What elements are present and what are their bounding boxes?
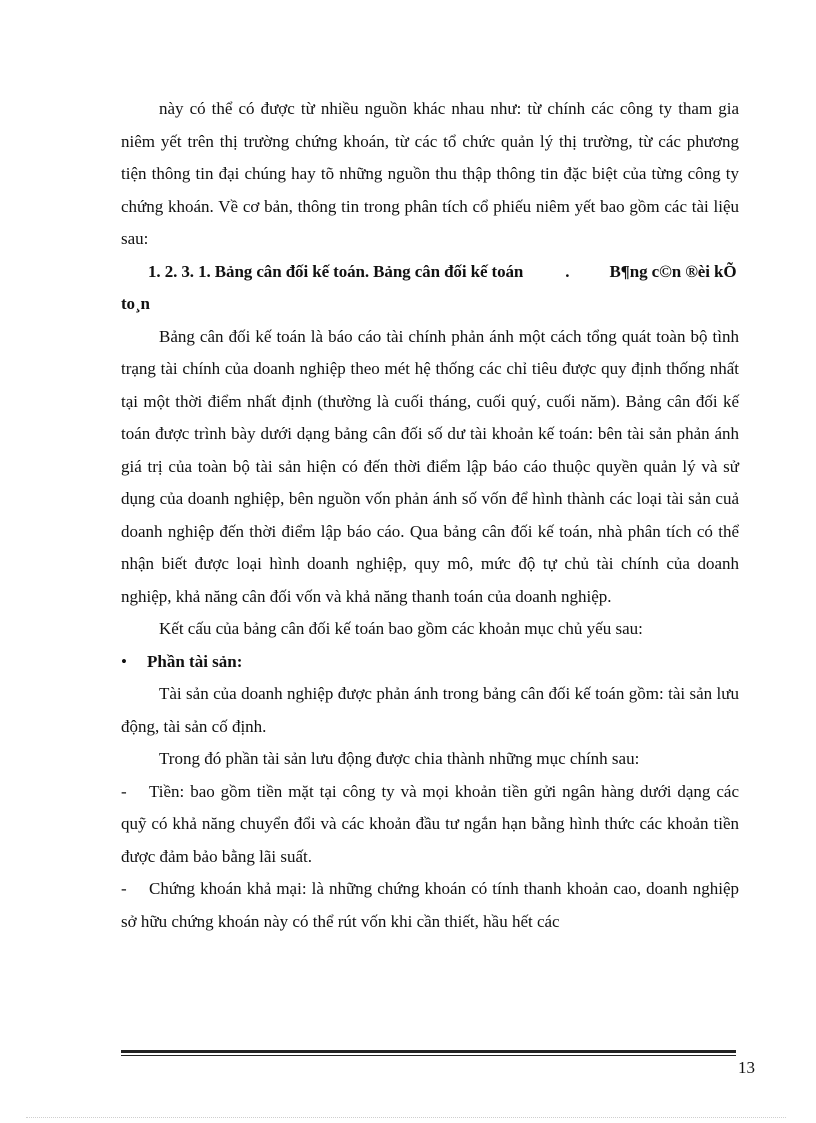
paragraph-current-assets: Trong đó phần tài sản lưu động được chia thành những mục chính sau:	[159, 749, 640, 768]
footer-rule	[121, 1050, 736, 1056]
list-item-cash	[121, 776, 739, 874]
list-item-securities	[121, 873, 739, 938]
bullet-title: Phần tài sản:	[147, 651, 243, 671]
page-number: 13	[738, 1058, 755, 1077]
list-item-securities-text: Chứng khoán khả mại: là những chứng khoán có tính thanh khoản cao, doanh nghiệp sở hữu chứng khoán này có thể rút vốn khi cần thiết, hầu hết các	[121, 879, 739, 931]
section-heading	[121, 256, 739, 321]
paragraph-assets: Tài sản của doanh nghiệp được phản ánh trong bảng cân đối kế toán gồm: tài sản lưu động, tài sản cố định.	[121, 684, 739, 736]
bullet-icon: •	[121, 651, 127, 671]
section-heading-dot: .	[565, 261, 570, 281]
section-heading-title: 1. 2. 3. 1. Bảng cân đối kế toán. Bảng cân đối kế toán	[148, 261, 524, 281]
paragraph-balance-sheet: Bảng cân đối kế toán là báo cáo tài chính phản ánh một cách tổng quát toàn bộ tình trạng tài chính của doanh nghiệp theo mét hệ thống các chỉ tiêu được quy định thống nhất tại một thời điểm nhất định (thường là cuối tháng, cuối quý, cuối năm). Bảng cân đối kế toán được trình bày dưới dạng bảng cân đối số dư tài khoản kế toán: bên tài sản phản ánh giá trị của toàn bộ tài sản hiện có đến thời điểm lập báo cáo thuộc quyền quản lý và sử dụng của doanh nghiệp, bên nguồn vốn phản ánh số vốn để hình thành các loại tài sản cuả doanh nghiệp đến thời điểm lập báo cáo. Qua bảng cân đối kế toán, nhà phân tích có thể nhận biết được loại hình doanh nghiệp, quy mô, mức độ tự chủ tài chính của doanh nghiệp, khả năng cân đối vốn và khả năng thanh toán của doanh nghiệp.	[121, 326, 739, 606]
paragraph-structure: Kết cấu của bảng cân đối kế toán bao gồm các khoản mục chủ yếu sau:	[159, 619, 643, 638]
bullet-assets	[121, 646, 739, 679]
section-heading-garbled: B¶ng c©n ®èi kÕ to¸n	[121, 261, 737, 313]
paragraph-intro: này có thể có được từ nhiều nguồn khác nhau như: từ chính các công ty tham gia niêm yết trên thị trường chứng khoán, từ các tổ chức quản lý thị trường, từ các phương tiện thông tin đại chúng hay tõ những nguồn thu thập thông tin đặc biệt của từng công ty chứng khoán. Về cơ bản, thông tin trong phân tích cổ phiếu niêm yết bao gồm các tài liệu sau:	[121, 99, 739, 248]
dash-icon: -	[121, 879, 127, 898]
body-text	[121, 93, 739, 938]
page-bottom-border	[26, 1117, 786, 1118]
list-item-cash-text: Tiền: bao gồm tiền mặt tại công ty và mọi khoản tiền gửi ngân hàng dưới dạng các quỹ có khả năng chuyển đổi và các khoản đầu tư ngắn hạn bằng hình thức các khoản tiền được đảm bảo bằng lãi suất.	[121, 781, 739, 866]
dash-icon: -	[121, 781, 127, 801]
